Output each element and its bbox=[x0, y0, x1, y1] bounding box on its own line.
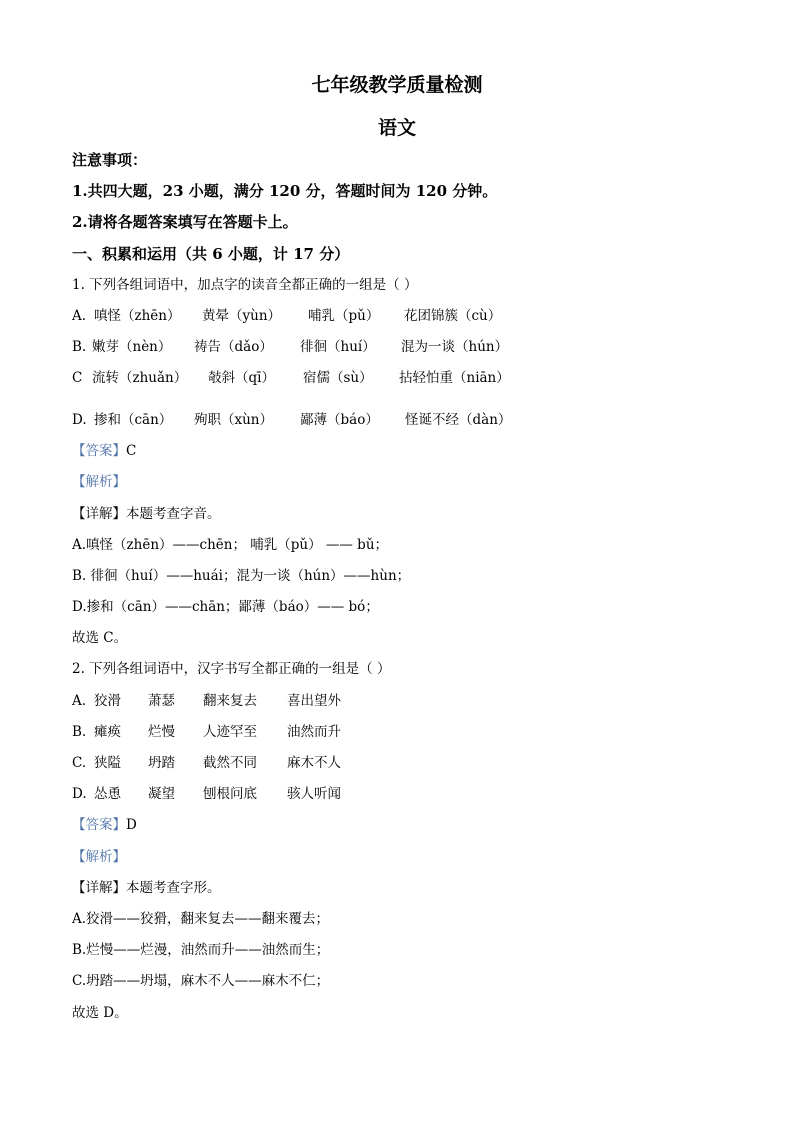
detail-intro: 本题考查字音。 bbox=[126, 506, 221, 522]
notes-heading: 注意事项： bbox=[72, 151, 148, 169]
option-label: C bbox=[72, 370, 83, 386]
option-label: B. bbox=[72, 339, 87, 355]
option-label: D. bbox=[72, 412, 87, 428]
option-word: 狡滑 bbox=[94, 693, 121, 709]
option-word: 翻来复去 bbox=[203, 693, 257, 709]
option-word: 截然不同 bbox=[203, 755, 257, 771]
q2-stem: 2. 下列各组词语中，汉字书写全都正确的一组是（ ） bbox=[72, 661, 391, 677]
answer-tag: 答案 bbox=[85, 443, 113, 459]
option-word: 萧瑟 bbox=[148, 693, 175, 709]
option-word: 人迹罕至 bbox=[203, 724, 257, 740]
q2-answer: 【答案】D bbox=[72, 817, 137, 833]
option-word: 拈轻怕重（niān） bbox=[399, 370, 510, 386]
option-word: 凝望 bbox=[148, 786, 175, 802]
q1-explanation-2: B. 徘徊（huí）——huái；混为一谈（hún）——hùn； bbox=[72, 568, 411, 584]
q2-explanation-1: A.狡滑——狡猾，翻来复去——翻来覆去； bbox=[72, 911, 330, 927]
detail-intro: 本题考查字形。 bbox=[126, 880, 221, 896]
q2-conclusion: 故选 D。 bbox=[72, 1005, 128, 1021]
q1-analysis: 【解析】 bbox=[72, 474, 126, 490]
option-word: 瘫痪 bbox=[94, 724, 121, 740]
option-word: 宿儒（sù） bbox=[303, 370, 373, 386]
option-word: 哺乳（pǔ） bbox=[308, 308, 380, 324]
q2-analysis: 【解析】 bbox=[72, 849, 126, 865]
option-label: A. bbox=[72, 308, 87, 324]
option-word: 黄晕（yùn） bbox=[202, 308, 282, 324]
exam-title: 七年级教学质量检测 bbox=[311, 74, 483, 96]
answer-value: C bbox=[126, 443, 137, 459]
option-label: B. bbox=[72, 724, 87, 740]
answer-tag: 答案 bbox=[85, 817, 113, 833]
option-word: 喜出望外 bbox=[287, 693, 341, 709]
q2-detail: 【详解】本题考查字形。 bbox=[72, 880, 221, 896]
option-word: 骇人听闻 bbox=[287, 786, 341, 802]
option-word: 麻木不人 bbox=[287, 755, 341, 771]
option-word: 殉职（xùn） bbox=[194, 412, 274, 428]
option-word: 坍踏 bbox=[148, 755, 175, 771]
option-label: A. bbox=[72, 693, 87, 709]
option-word: 花团锦簇（cù） bbox=[404, 308, 502, 324]
notes-item-1: 1.共四大题，23 小题，满分 120 分，答题时间为 120 分钟。 bbox=[72, 182, 498, 200]
option-word: 嫩芽（nèn） bbox=[92, 339, 172, 355]
analysis-tag: 解析 bbox=[85, 849, 113, 865]
option-word: 掺和（cān） bbox=[94, 412, 173, 428]
section-heading: 一、积累和运用（共 6 小题，计 17 分） bbox=[72, 245, 350, 263]
exam-subject: 语文 bbox=[377, 117, 416, 139]
detail-tag: 详解 bbox=[85, 880, 113, 896]
option-word: 徘徊（huí） bbox=[300, 339, 376, 355]
option-word: 狭隘 bbox=[94, 755, 121, 771]
q2-explanation-2: B.烂慢——烂漫，油然而升——油然而生； bbox=[72, 942, 330, 958]
q1-conclusion: 故选 C。 bbox=[72, 630, 128, 646]
option-word: 怪诞不经（dàn） bbox=[405, 412, 512, 428]
option-word: 流转（zhuǎn） bbox=[92, 370, 188, 386]
option-label: C. bbox=[72, 755, 87, 771]
answer-value: D bbox=[126, 817, 137, 833]
notes-item-2: 2.请将各题答案填写在答题卡上。 bbox=[72, 213, 298, 231]
option-word: 烂慢 bbox=[148, 724, 175, 740]
option-word: 祷告（dǎo） bbox=[194, 339, 273, 355]
option-word: 刨根问底 bbox=[203, 786, 257, 802]
option-word: 怂恿 bbox=[94, 786, 121, 802]
q1-explanation-1: A.嗔怪（zhēn）——chēn； 哺乳（pǔ） —— bǔ； bbox=[72, 537, 389, 553]
detail-tag: 详解 bbox=[85, 506, 113, 522]
q1-stem: 1. 下列各组词语中，加点字的读音全都正确的一组是（ ） bbox=[72, 277, 418, 293]
q2-explanation-3: C.坍踏——坍塌，麻木不人——麻木不仁； bbox=[72, 973, 330, 989]
option-word: 油然而升 bbox=[287, 724, 341, 740]
q1-detail: 【详解】本题考查字音。 bbox=[72, 506, 221, 522]
option-word: 攲斜（qī） bbox=[208, 370, 275, 386]
option-word: 鄙薄（báo） bbox=[300, 412, 379, 428]
analysis-tag: 解析 bbox=[85, 474, 113, 490]
option-label: D. bbox=[72, 786, 87, 802]
option-word: 嗔怪（zhēn） bbox=[94, 308, 181, 324]
q1-answer: 【答案】C bbox=[72, 443, 137, 459]
q1-explanation-3: D.掺和（cān）——chān；鄙薄（báo）—— bó； bbox=[72, 599, 379, 615]
option-word: 混为一谈（hún） bbox=[401, 339, 509, 355]
